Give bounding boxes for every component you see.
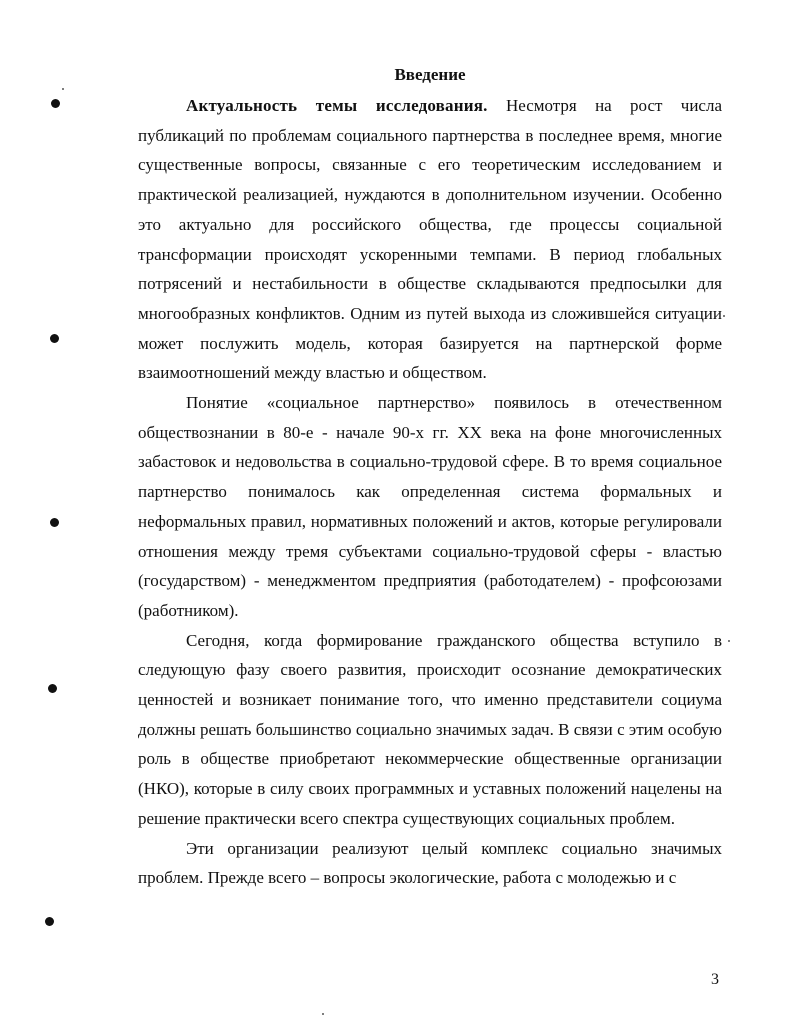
paragraph-3: Сегодня, когда формирование гражданского общества вступило в следующую фазу своего развития, происходит осознание демократических ценностей и возникает понимание того, что именно представители социума должны решать большинство социально значимых задач. В связи с этим особую роль в обществе приобретают некоммерческие общественные организации (НКО), которые в силу своих программных и уставных положений нацелены на решение практически всего спектра существующих социальных проблем. (138, 630, 722, 828)
paragraph-1 (138, 91, 722, 388)
punch-hole-1 (51, 99, 60, 108)
punch-hole-4 (48, 684, 57, 693)
paragraph-1-text: Несмотря на рост числа публикаций по проблемам социального партнерства в последнее время, многие существенные вопросы, связанные с его теоретическим исследованием и практической реализацией, нуждаются в дополнительном изучении. Особенно это актуально для российского общества, где процессы социальной трансформации происходят ускоренными темпами. В период глобальных потрясений и нестабильности в обществе складываются предпосылки для многообразных конфликтов. Одним из путей выхода из сложившейся ситуации может послужить модель, которая базируется на партнерской форме взаимоотношений между властью и обществом. (138, 96, 723, 383)
scan-speck (728, 640, 730, 642)
paragraph-2: Понятие «социальное партнерство» появилось в отечественном обществознании в 80-е - начале 90-х гг. XX века на фоне многочисленных забастовок и недовольства в социально-трудовой сфере. В то время социальное партнерство понималось как определенная система формальных и неформальных правил, нормативных положений и актов, которые регулировали отношения между тремя субъектами социально-трудовой сферы - властью (государством) - менеджментом предприятия (работодателем) - профсоюзами (работником). (138, 393, 722, 620)
scan-speck (723, 315, 725, 317)
body-text (138, 91, 722, 893)
page-number: 3 (711, 971, 719, 988)
punch-hole-2 (50, 334, 59, 343)
scan-speck (322, 1013, 324, 1015)
scan-speck (62, 88, 64, 90)
punch-hole-5 (45, 917, 54, 926)
page-title: Введение (394, 65, 466, 84)
punch-hole-3 (50, 518, 59, 527)
paragraph-4: Эти организации реализуют целый комплекс социально значимых проблем. Прежде всего – вопросы экологические, работа с молодежью и с (138, 838, 722, 888)
paragraph-lead: Актуальность темы исследования. (186, 96, 488, 115)
